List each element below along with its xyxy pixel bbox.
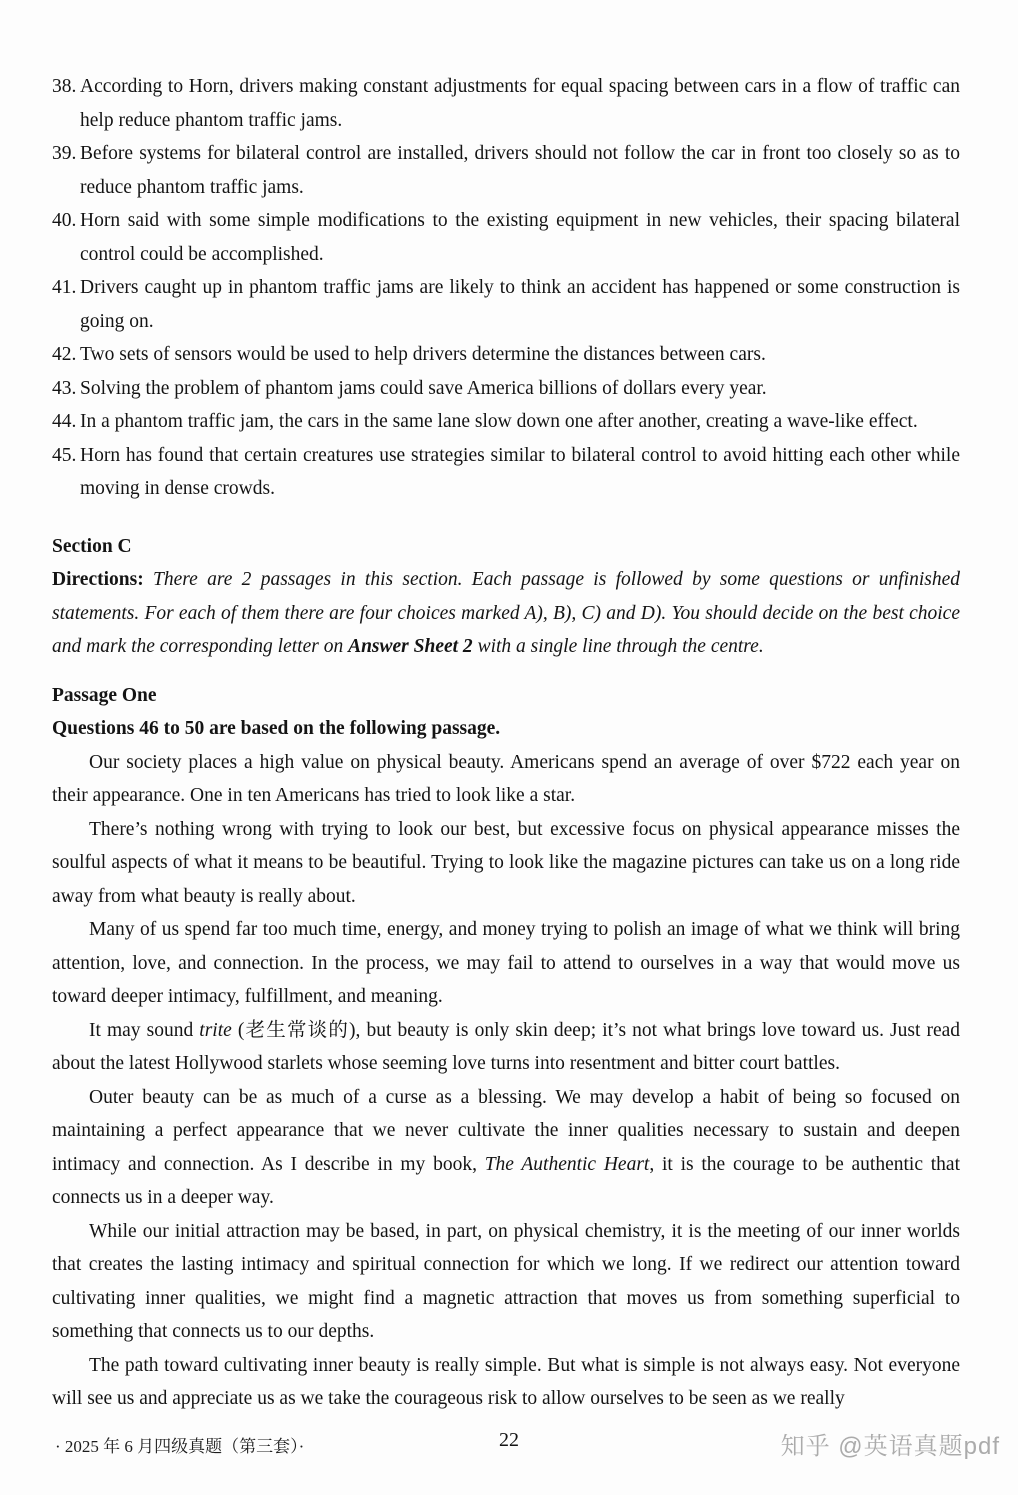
statement-39 (52, 137, 960, 204)
directions-label: Directions: (52, 569, 144, 590)
paragraph-5-book-title: The Authentic Heart (484, 1153, 650, 1175)
statement-43 (52, 372, 960, 406)
statement-42 (52, 338, 960, 372)
questions-range-heading: Questions 46 to 50 are based on the following passage. (52, 718, 501, 739)
paragraph-5-text: Outer beauty can be as much of a curse as a blessing. We may develop a habit of being so focused on maintaining a perfect appearance that we never cultivate the inner qualities necessary to sustain and deepen intimacy and connection. As I describe in my book, (52, 1086, 960, 1175)
passage-one-heading: Passage One (52, 684, 157, 706)
page-footer (0, 1426, 1018, 1466)
statement-text: Drivers caught up in phantom traffic jams are likely to think an accident has happened or some construction is going on. (80, 277, 960, 332)
statement-40 (52, 204, 960, 271)
statement-44 (52, 405, 960, 439)
statement-number: 39. (52, 143, 77, 164)
passage-paragraph-2: There’s nothing wrong with trying to look our best, but excessive focus on physical appearance misses the soulful aspects of what it means to be beautiful. Trying to look like the magazine pictures can take us on a long ride away from what beauty is really about. (52, 818, 960, 907)
passage-paragraph-6: While our initial attraction may be based, in part, on physical chemistry, it is the meeting of our inner worlds that creates the lasting intimacy and spiritual connection for which we long. If we redirect our attention toward cultivating inner qualities, we might find a magnetic attraction that moves us from something superficial to something that connects us to our depths. (52, 1220, 960, 1342)
footer-source-label: · 2025 年 6 月四级真题（第三套）· (55, 1437, 305, 1456)
passage-paragraph-3: Many of us spend far too much time, energy, and money trying to polish an image of what we think will bring attention, love, and connection. In the process, we may fail to attend to ourselves in a way that would move us toward deeper intimacy, fulfillment, and meaning. (52, 919, 960, 1007)
statement-number: 40. (52, 210, 77, 231)
statement-number: 41. (52, 277, 77, 298)
paragraph-5-text-cont: , it is the courage to be authentic that connects us in a deeper way. (52, 1153, 961, 1208)
passage-paragraph-7: The path toward cultivating inner beauty is really simple. But what is simple is not always easy. Not everyone will see us and appreciate us as we take the courageous risk to allow ourselves to be seen as we really (52, 1354, 960, 1409)
directions-paragraph (52, 563, 960, 664)
statement-text: Before systems for bilateral control are installed, drivers should not follow the car in front too closely so as to reduce phantom traffic jams. (80, 143, 960, 198)
statement-text: Solving the problem of phantom jams could save America billions of dollars every year. (80, 377, 767, 399)
statement-text: Horn said with some simple modifications to the existing equipment in new vehicles, their spacing bilateral control could be accomplished. (80, 210, 960, 265)
statement-38 (52, 70, 960, 137)
answer-sheet-reference: Answer Sheet 2 (348, 636, 473, 657)
statement-41 (52, 271, 960, 338)
statement-text: Horn has found that certain creatures use strategies similar to bilateral control to avoid hitting each other while moving in dense crowds. (80, 444, 960, 499)
paragraph-4-text-cont: (老生常谈的), but beauty is only skin deep; it’s not what brings love toward us. Just read about the latest Hollywood starlets whose seeming love turns into resentment and bitter court battles. (52, 1019, 961, 1074)
paragraph-4-italic-term: trite (199, 1019, 232, 1041)
passage-paragraph-1: Our society places a high value on physical beauty. Americans spend an average of over $722 each year on their appearance. One in ten Americans has tried to look like a star. (52, 751, 960, 806)
statement-number: 42. (52, 344, 77, 365)
statement-45 (52, 439, 960, 506)
passage-paragraph-4 (52, 1014, 960, 1081)
statement-text: In a phantom traffic jam, the cars in the same lane slow down one after another, creating a wave-like effect. (80, 411, 918, 432)
statement-number: 43. (52, 377, 77, 399)
section-c-heading: Section C (52, 535, 132, 557)
statement-text: According to Horn, drivers making constant adjustments for equal spacing between cars in a flow of traffic can help reduce phantom traffic jams. (80, 76, 960, 131)
watermark: 知乎 @英语真题pdf (780, 1433, 1000, 1460)
passage-paragraph-5 (52, 1081, 960, 1215)
statement-number: 38. (52, 76, 77, 97)
statement-number: 44. (52, 411, 77, 432)
statement-text: Two sets of sensors would be used to help drivers determine the distances between cars. (80, 344, 766, 365)
directions-text-1: There are 2 passages in this section. Each passage is followed by some questions or unfinished statements. For each of them there are four choices marked A), B), C) and D). You should decide on the best choice and mark the corresponding letter on (52, 569, 961, 657)
paragraph-4-text: It may sound (89, 1019, 200, 1041)
directions-text-2: with a single line through the centre. (472, 636, 764, 657)
page-number: 22 (499, 1429, 519, 1451)
statement-number: 45. (52, 444, 77, 466)
page-content (52, 70, 960, 1416)
statements-list (52, 70, 960, 506)
